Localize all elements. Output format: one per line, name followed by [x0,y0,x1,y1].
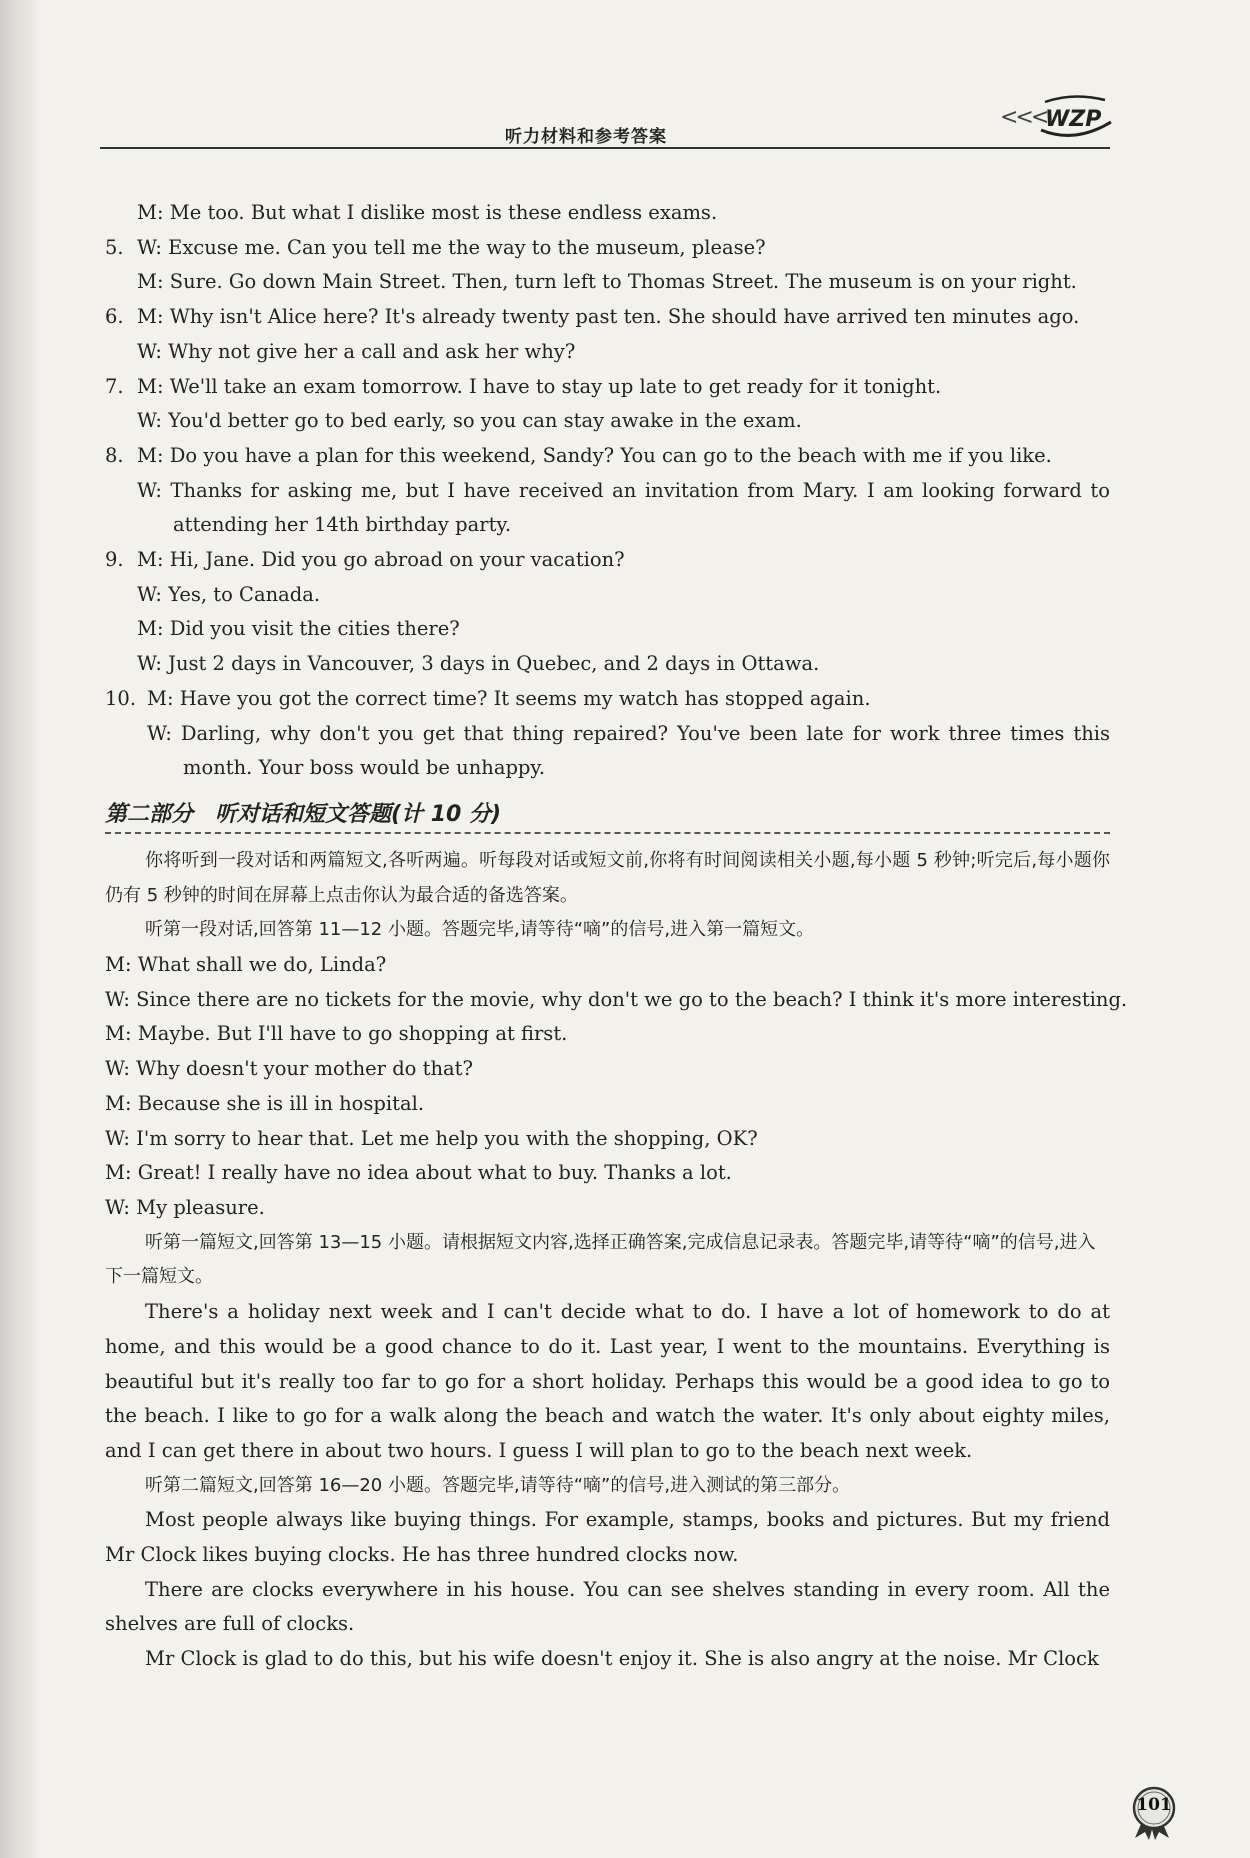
speaker-label: W [137,409,156,433]
item-number: 9. [105,548,124,572]
dialogue-text: Have you got the correct time? It seems my watch has stopped again. [179,686,871,710]
dialogue-text: We'll take an exam tomorrow. I have to stay up late to get ready for it tonight. [169,374,942,398]
dialogue-line: W: You'd better go to bed early, so you can stay awake in the exam. [137,409,802,433]
dialogue-line: M: Great! I really have no idea about what to buy. Thanks a lot. [105,1161,732,1185]
item-number: 5. [105,235,124,259]
dialogue-instruction: 听第一段对话,回答第 11—12 小题。答题完毕,请等待“嘀”的信号,进入第一篇短文。 [145,919,815,941]
speaker-label: M [137,201,157,224]
dialogue-line: M: Me too. But what I dislike most is these endless exams. [137,201,718,224]
dialogue-text: Just 2 days in Vancouver, 3 days in Quebec, and 2 days in Ottawa. [168,652,820,676]
dialogue-text: Do you have a plan for this weekend, Sandy? You can go to the beach with me if you like. [169,443,1052,467]
speaker-label: W [137,235,156,259]
speaker-label: M [147,686,167,710]
dialogue-line: M: What shall we do, Linda? [105,953,387,977]
speaker-label: M [137,443,157,467]
dialogue-text: Thanks for asking me, but I have received an invitation from Mary. I am looking forward to attending her 14th birthday party. [170,478,1110,537]
speaker-label: M [137,305,157,329]
speaker-label: W [105,1057,124,1081]
dialogue-line: W: Darling, why don't you get that thing repaired? You've been late for work three times this month. Your boss would be unhappy. [147,721,1110,780]
dialogue-line: W: My pleasure. [105,1195,265,1219]
dialogue-text: What shall we do, Linda? [137,953,387,977]
dialogue-line: W: I'm sorry to hear that. Let me help you with the shopping, OK? [105,1126,758,1150]
section-heading: 第二部分 听对话和短文答题(计 10 分) [105,801,502,827]
dialogue-text: Darling, why don't you get that thing repaired? You've been late for work three times this month. Your boss would be unhappy. [180,721,1110,780]
dialogue-line: M: Sure. Go down Main Street. Then, turn left to Thomas Street. The museum is on your right. [137,270,1077,294]
dialogue-text: You'd better go to bed early, so you can stay awake in the exam. [168,409,802,433]
item-number: 8. [105,443,124,467]
dialogue-text: My pleasure. [136,1195,265,1219]
dialogue-text: Great! I really have no idea about what to buy. Thanks a lot. [137,1161,732,1185]
dialogue-text: Sure. Go down Main Street. Then, turn left to Thomas Street. The museum is on your right. [169,270,1077,294]
dialogue-text: Maybe. But I'll have to go shopping at first. [137,1022,568,1046]
dialogue-line: 8. M: Do you have a plan for this weekend, Sandy? You can go to the beach with me if you like. [105,439,1110,474]
dialogue-text: Because she is ill in hospital. [137,1091,425,1115]
publisher-logo [1035,92,1115,142]
dialogue-line: 5. W: Excuse me. Can you tell me the way to the museum, please? [105,231,1110,266]
dialogue-text: Why isn't Alice here? It's already twenty past ten. She should have arrived ten minutes ago. [169,305,1080,329]
item-number: 6. [105,305,124,329]
section-intro: 你将听到一段对话和两篇短文,各听两遍。听每段对话或短文前,你将有时间阅读相关小题,每小题 5 秒钟;听完后,每小题你仍有 5 秒钟的时间在屏幕上点击你认为最合适的备选答案。 [105,849,1110,906]
dialogue-line: 10. M: Have you got the correct time? It seems my watch has stopped again. [105,682,1110,717]
dialogue-line: M: Did you visit the cities there? [137,617,460,641]
chevron-left-icon: <<< [1000,105,1047,130]
passage2-instruction: 听第二篇短文,回答第 16—20 小题。答题完毕,请等待“嘀”的信号,进入测试的第三部分。 [145,1474,851,1496]
speaker-label: W [137,478,156,502]
page-number: 101 [1136,1795,1172,1815]
page-content [105,196,1128,1677]
dialogue-line: M: Because she is ill in hospital. [105,1091,425,1115]
dialogue-text: Since there are no tickets for the movie, why don't we go to the beach? I think it's more interesting. [136,987,1128,1011]
dialogue-line: W: Since there are no tickets for the movie, why don't we go to the beach? I think it's more interesting. [105,987,1128,1011]
dialogue-line: W: Just 2 days in Vancouver, 3 days in Quebec, and 2 days in Ottawa. [137,652,820,676]
logo-text: WZP [1045,107,1102,132]
dialogue-text: Excuse me. Can you tell me the way to the museum, please? [168,235,766,259]
speaker-label: M [105,1022,125,1046]
section-divider [105,832,1110,834]
dialogue-line: W: Yes, to Canada. [137,582,321,606]
speaker-label: M [105,1161,125,1185]
dialogue-line: W: Why doesn't your mother do that? [105,1057,473,1081]
passage2-paragraph: Mr Clock is glad to do this, but his wife doesn't enjoy it. She is also angry at the noise. Mr Clock [145,1647,1099,1671]
passage2-paragraph: Most people always like buying things. For example, stamps, books and pictures. But my friend Mr Clock likes buying clocks. He has three hundred clocks now. [105,1508,1110,1567]
item-number: 10. [105,686,137,710]
passage1-instruction: 听第一篇短文,回答第 13—15 小题。请根据短文内容,选择正确答案,完成信息记录表。答题完毕,请等待“嘀”的信号,进入下一篇短文。 [105,1231,1096,1288]
speaker-label: M [137,270,157,294]
dialogue-line: 6. M: Why isn't Alice here? It's already twenty past ten. She should have arrived ten minutes ago. [105,300,1110,335]
header-rule [100,147,1110,149]
page-header [100,92,1110,148]
dialogue-text: Why doesn't your mother do that? [136,1057,473,1081]
dialogue-line: W: Why not give her a call and ask her why? [137,339,576,363]
dialogue-line: W: Thanks for asking me, but I have received an invitation from Mary. I am looking forward to attending her 14th birthday party. [137,478,1110,537]
passage1-text: There's a holiday next week and I can't decide what to do. I have a lot of homework to do at home, and this would be a good chance to do it. Last year, I went to the mountains. Everything is beautiful but it's really too far to go for a short holiday. Perhaps this would be a good idea to go to the beach. I like to go for a walk along the beach and watch the water. It's only about eighty miles, and I can get there in about two hours. I guess I will plan to go to the beach next week. [105,1300,1110,1462]
dialogue-text: I'm sorry to hear that. Let me help you with the shopping, OK? [136,1126,758,1150]
dialogue-text: Did you visit the cities there? [169,617,460,641]
speaker-label: M [137,617,157,641]
header-title: 听力材料和参考答案 [505,127,667,147]
passage2-paragraph: There are clocks everywhere in his house. You can see shelves standing in every room. All the shelves are full of clocks. [105,1577,1110,1636]
dialogue-text: Yes, to Canada. [168,582,321,606]
speaker-label: W [137,652,156,676]
dialogue-text: Me too. But what I dislike most is these endless exams. [169,201,718,224]
speaker-label: W [105,987,124,1011]
speaker-label: W [105,1195,124,1219]
speaker-label: M [137,548,157,572]
dialogue-line: M: Maybe. But I'll have to go shopping at first. [105,1022,568,1046]
speaker-label: W [137,339,156,363]
dialogue-line: 9. M: Hi, Jane. Did you go abroad on your vacation? [105,543,1110,578]
speaker-label: M [137,374,157,398]
speaker-label: W [105,1126,124,1150]
speaker-label: M [105,953,125,977]
page-binding-edge [0,0,40,1858]
dialogue-line: 7. M: We'll take an exam tomorrow. I have to stay up late to get ready for it tonight. [105,370,1110,405]
speaker-label: W [147,721,166,745]
speaker-label: M [105,1091,125,1115]
speaker-label: W [137,582,156,606]
dialogue-text: Why not give her a call and ask her why? [168,339,576,363]
item-number: 7. [105,374,124,398]
dialogue-text: Hi, Jane. Did you go abroad on your vacation? [169,548,625,572]
